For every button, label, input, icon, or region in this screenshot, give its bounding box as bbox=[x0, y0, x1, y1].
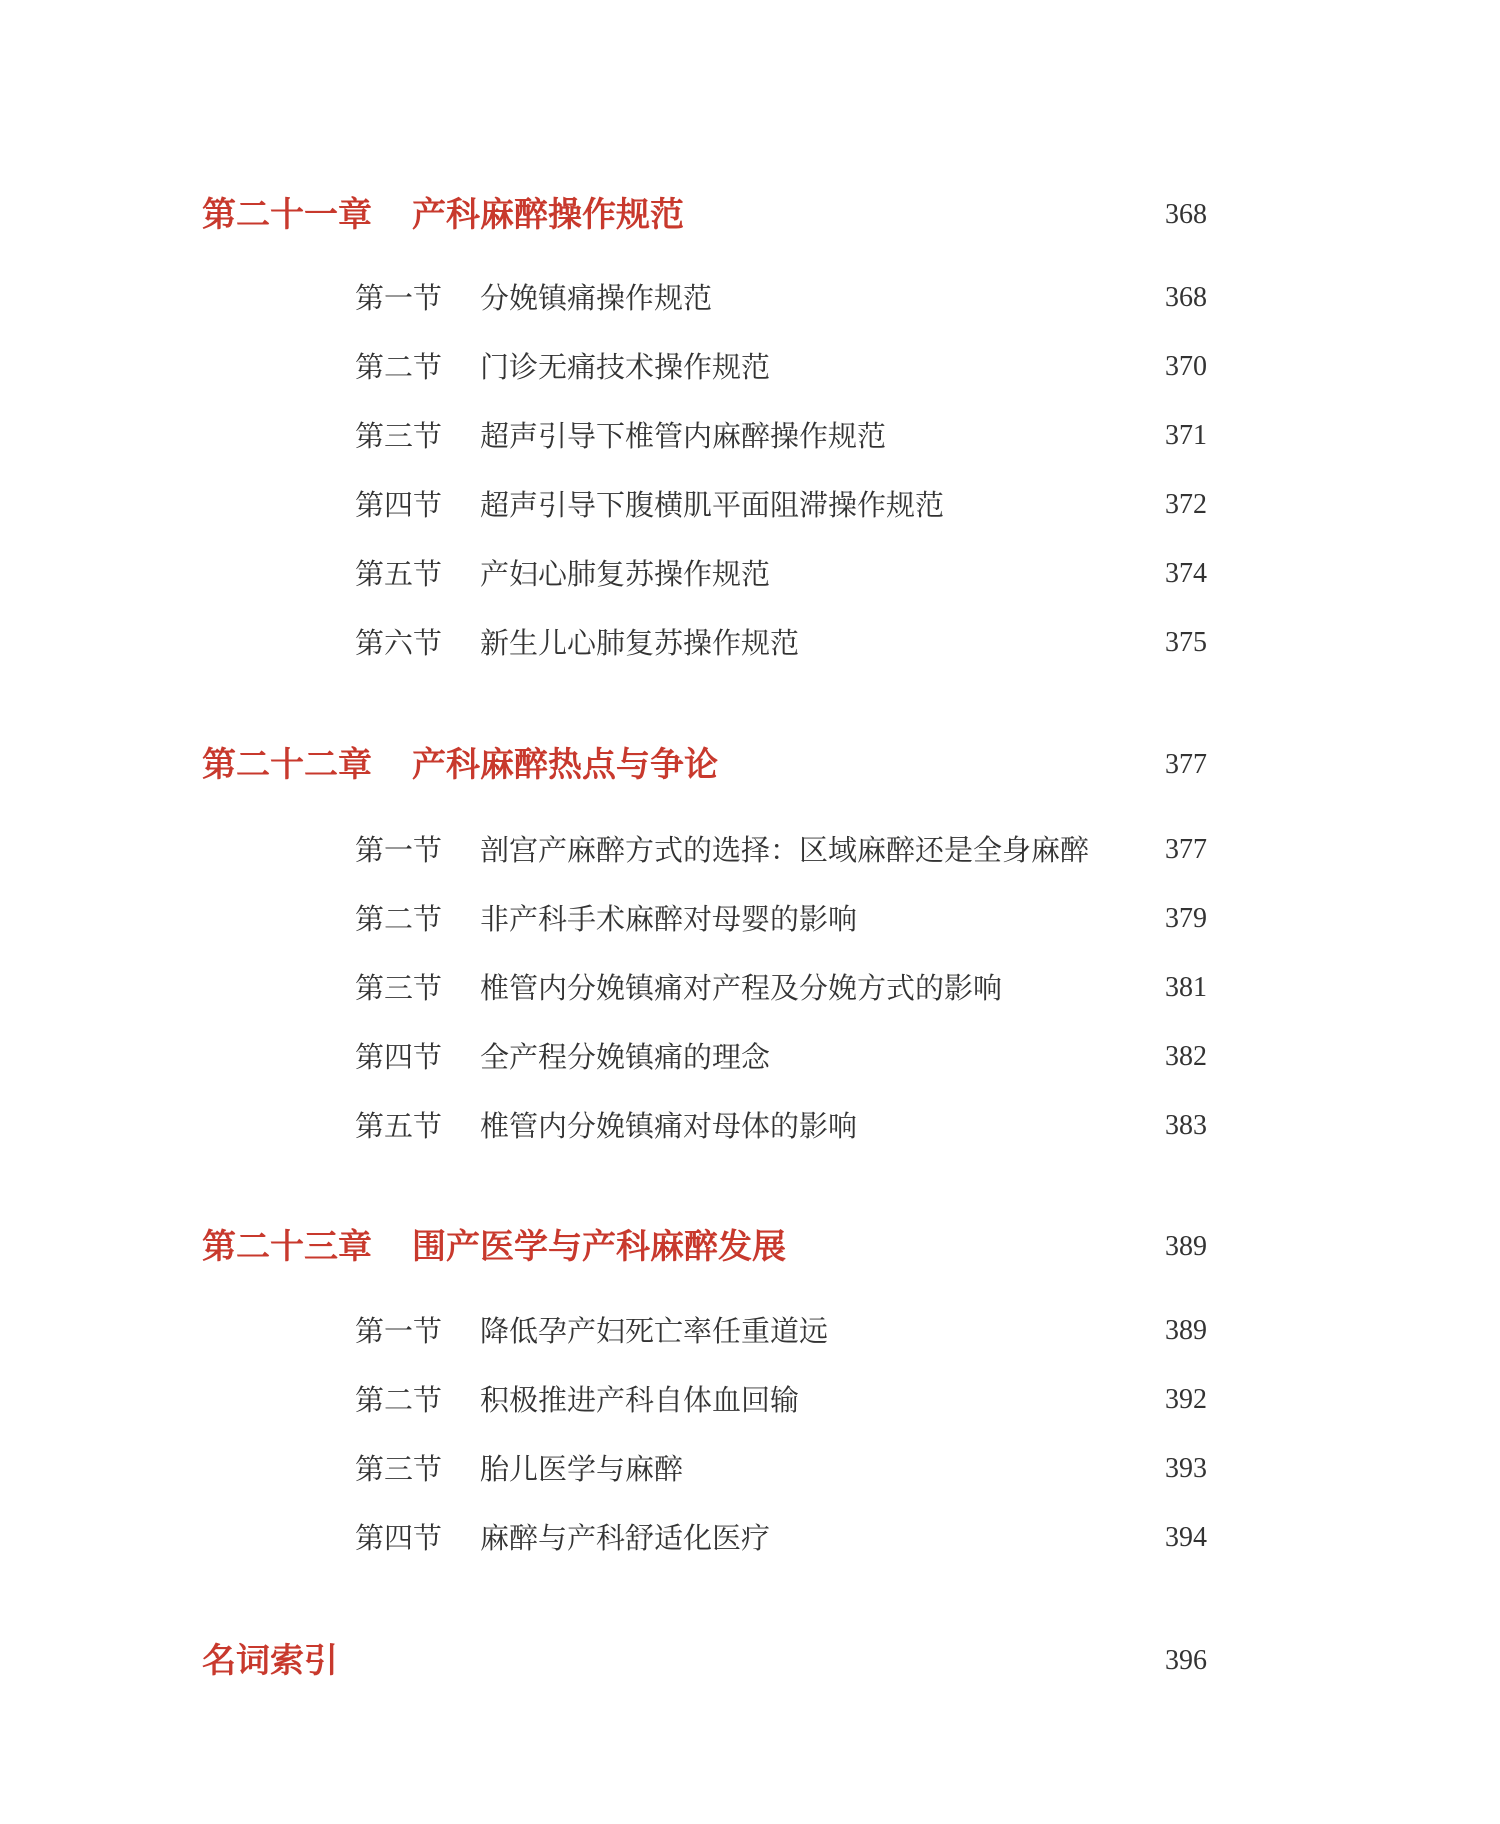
section-number: 第三节 bbox=[355, 971, 443, 1005]
chapter-page-number: 368 bbox=[1165, 199, 1207, 230]
section-entry[interactable] bbox=[355, 1103, 1207, 1149]
section-title: 超声引导下椎管内麻醉操作规范 bbox=[480, 419, 887, 453]
section-page-number: 372 bbox=[1165, 489, 1207, 520]
section-page-number: 374 bbox=[1165, 558, 1207, 589]
section-number: 第一节 bbox=[355, 833, 443, 867]
section-entry[interactable] bbox=[355, 275, 1207, 321]
section-entry[interactable] bbox=[355, 827, 1207, 873]
section-number: 第六节 bbox=[355, 626, 443, 660]
chapter-name: 产科麻醉操作规范 bbox=[412, 195, 684, 235]
chapter-heading[interactable] bbox=[202, 190, 1207, 240]
section-entry[interactable] bbox=[355, 482, 1207, 528]
section-number: 第二节 bbox=[355, 1383, 443, 1417]
section-page-number: 389 bbox=[1165, 1315, 1207, 1346]
section-entry[interactable] bbox=[355, 620, 1207, 666]
chapter-heading[interactable] bbox=[202, 1222, 1207, 1272]
section-title: 非产科手术麻醉对母婴的影响 bbox=[480, 902, 858, 936]
chapter-number: 第二十三章 bbox=[202, 1227, 372, 1267]
section-page-number: 393 bbox=[1165, 1453, 1207, 1484]
chapter-number: 第二十二章 bbox=[202, 745, 372, 785]
index-page-number: 396 bbox=[1165, 1645, 1207, 1676]
index-title: 名词索引 bbox=[202, 1641, 338, 1681]
section-number: 第四节 bbox=[355, 1521, 443, 1555]
section-label bbox=[355, 896, 857, 942]
section-title: 全产程分娩镇痛的理念 bbox=[480, 1040, 771, 1074]
section-title: 新生儿心肺复苏操作规范 bbox=[480, 626, 800, 660]
section-title: 积极推进产科自体血回输 bbox=[480, 1383, 800, 1417]
section-page-number: 382 bbox=[1165, 1041, 1207, 1072]
section-number: 第五节 bbox=[355, 1109, 443, 1143]
section-label bbox=[355, 482, 944, 528]
section-title: 胎儿医学与麻醉 bbox=[480, 1452, 684, 1486]
section-number: 第四节 bbox=[355, 1040, 443, 1074]
section-label bbox=[355, 1308, 828, 1354]
section-label bbox=[355, 1515, 770, 1561]
section-page-number: 368 bbox=[1165, 282, 1207, 313]
section-label bbox=[355, 620, 799, 666]
chapter-page-number: 377 bbox=[1165, 749, 1207, 780]
section-label bbox=[355, 1377, 799, 1423]
section-entry[interactable] bbox=[355, 1308, 1207, 1354]
section-number: 第四节 bbox=[355, 488, 443, 522]
section-entry[interactable] bbox=[355, 1446, 1207, 1492]
section-label bbox=[355, 551, 770, 597]
section-label bbox=[355, 1446, 683, 1492]
section-page-number: 392 bbox=[1165, 1384, 1207, 1415]
section-number: 第五节 bbox=[355, 557, 443, 591]
section-label bbox=[355, 1103, 857, 1149]
section-entry[interactable] bbox=[355, 896, 1207, 942]
section-title: 超声引导下腹横肌平面阻滞操作规范 bbox=[480, 488, 945, 522]
section-number: 第三节 bbox=[355, 1452, 443, 1486]
section-entry[interactable] bbox=[355, 551, 1207, 597]
section-title: 麻醉与产科舒适化医疗 bbox=[480, 1521, 771, 1555]
chapter-title bbox=[202, 1222, 786, 1272]
section-label bbox=[355, 827, 1089, 873]
section-entry[interactable] bbox=[355, 965, 1207, 1011]
section-page-number: 375 bbox=[1165, 627, 1207, 658]
section-page-number: 394 bbox=[1165, 1522, 1207, 1553]
section-label bbox=[355, 275, 712, 321]
chapter-heading[interactable] bbox=[202, 740, 1207, 790]
chapter-title bbox=[202, 190, 684, 240]
section-page-number: 381 bbox=[1165, 972, 1207, 1003]
section-number: 第一节 bbox=[355, 281, 443, 315]
section-entry[interactable] bbox=[355, 413, 1207, 459]
section-title: 剖宫产麻醉方式的选择：区域麻醉还是全身麻醉 bbox=[480, 833, 1090, 867]
chapter-name: 产科麻醉热点与争论 bbox=[412, 745, 718, 785]
section-label bbox=[355, 413, 886, 459]
index-heading[interactable] bbox=[202, 1636, 1207, 1686]
section-title: 门诊无痛技术操作规范 bbox=[480, 350, 771, 384]
section-label bbox=[355, 1034, 770, 1080]
section-title: 分娩镇痛操作规范 bbox=[480, 281, 713, 315]
section-page-number: 383 bbox=[1165, 1110, 1207, 1141]
section-number: 第二节 bbox=[355, 902, 443, 936]
section-title: 椎管内分娩镇痛对母体的影响 bbox=[480, 1109, 858, 1143]
chapter-page-number: 389 bbox=[1165, 1231, 1207, 1262]
section-page-number: 377 bbox=[1165, 834, 1207, 865]
section-page-number: 371 bbox=[1165, 420, 1207, 451]
section-entry[interactable] bbox=[355, 1377, 1207, 1423]
section-page-number: 379 bbox=[1165, 903, 1207, 934]
section-entry[interactable] bbox=[355, 1515, 1207, 1561]
chapter-title bbox=[202, 740, 718, 790]
section-label bbox=[355, 965, 1002, 1011]
section-entry[interactable] bbox=[355, 344, 1207, 390]
section-number: 第一节 bbox=[355, 1314, 443, 1348]
section-title: 产妇心肺复苏操作规范 bbox=[480, 557, 771, 591]
section-entry[interactable] bbox=[355, 1034, 1207, 1080]
section-label bbox=[355, 344, 770, 390]
section-title: 降低孕产妇死亡率任重道远 bbox=[480, 1314, 829, 1348]
section-page-number: 370 bbox=[1165, 351, 1207, 382]
chapter-name: 围产医学与产科麻醉发展 bbox=[412, 1227, 786, 1267]
section-number: 第二节 bbox=[355, 350, 443, 384]
section-title: 椎管内分娩镇痛对产程及分娩方式的影响 bbox=[480, 971, 1003, 1005]
section-number: 第三节 bbox=[355, 419, 443, 453]
chapter-number: 第二十一章 bbox=[202, 195, 372, 235]
